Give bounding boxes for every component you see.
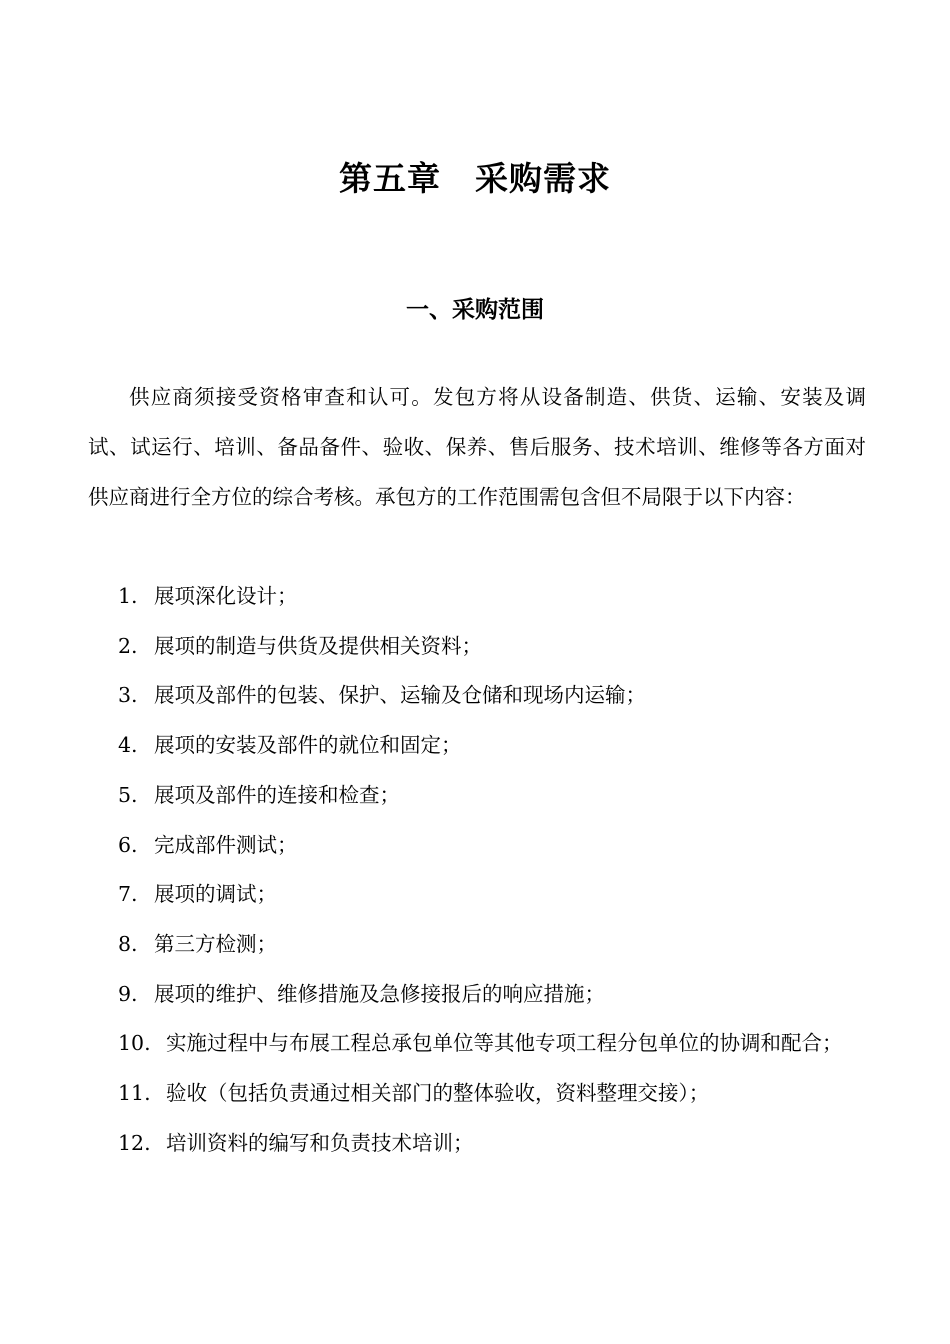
list-item-number: 2. [118,633,138,658]
list-item-text: 实施过程中与布展工程总承包单位等其他专项工程分包单位的协调和配合； [166,1031,843,1056]
list-item-number: 3. [118,683,138,708]
list-item [0,920,950,970]
list-item [0,1069,950,1119]
list-item [0,671,950,721]
intro-paragraph: 供应商须接受资格审查和认可。发包方将从设备制造、供货、运输、安装及调试、试运行、培训、备品备件、验收、保养、售后服务、技术培训、维修等各方面对供应商进行全方位的综合考核。承包方的工作范围需包含但不局限于以下内容： [88,385,866,509]
list-item-number: 6. [118,832,138,857]
list-item-number: 12. [118,1130,151,1155]
list-item-number: 1. [118,584,138,608]
list-item-text: 展项深化设计； [154,584,298,608]
list-item-number: 8. [118,931,138,956]
list-item [0,870,950,920]
list-item [0,771,950,821]
list-item-text: 第三方检测； [154,931,277,956]
list-item-text: 验收（包括负责通过相关部门的整体验收，资料整理交接）； [166,1081,710,1106]
list-item-text: 展项及部件的包装、保护、运输及仓储和现场内运输； [154,683,646,708]
list-item-text: 展项的安装及部件的就位和固定； [154,733,462,758]
list-item-text: 展项的维护、维修措施及急修接报后的响应措施； [154,981,605,1006]
list-item-number: 11. [118,1081,151,1106]
list-item-text: 培训资料的编写和负责技术培训； [166,1130,474,1155]
list-item [0,821,950,871]
section-title: 一、采购范围 [406,297,544,323]
list-item-number: 7. [118,882,138,907]
list-item-number: 9. [118,981,138,1006]
list-item [0,572,950,622]
list-item-number: 5. [118,782,138,807]
list-item [0,622,950,672]
list-item [0,721,950,771]
list-item-text: 展项的调试； [154,882,277,907]
list-item [0,1019,950,1069]
list-item-text: 展项的制造与供货及提供相关资料； [154,633,482,658]
list-item-text: 展项及部件的连接和检查； [154,782,400,807]
scope-list [0,572,950,1168]
list-item [0,1119,950,1169]
list-item-number: 4. [118,733,138,758]
list-item-text: 完成部件测试； [154,832,298,857]
chapter-title: 第五章 采购需求 [339,159,611,198]
list-item [0,970,950,1020]
list-item-number: 10. [118,1031,151,1056]
